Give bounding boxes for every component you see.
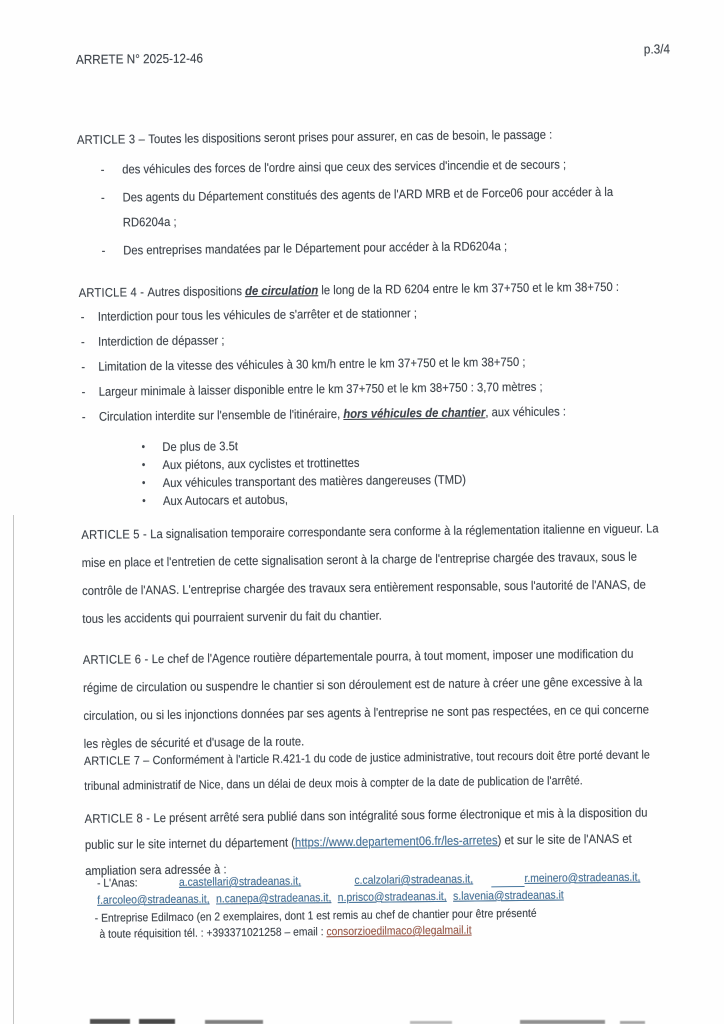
- list-item-text: Limitation de la vitesse des véhicules à 30 km/h entre le km 37+750 et le km 38+750 ;: [98, 354, 526, 374]
- list-item-text: Largeur minimale à laisser disponible entre le km 37+750 et le km 38+750 : 3,70 mètres ;: [98, 379, 543, 399]
- email-link[interactable]: c.calzolari@stradeanas.it,: [354, 873, 474, 887]
- scan-artifact-bottom-mark: [520, 1020, 605, 1024]
- scanned-page-content: [75, 0, 724, 1024]
- last-bullet-pre: Circulation interdite sur l'ensemble de l'itinéraire,: [98, 406, 344, 424]
- list-item-text: Aux Autocars et autobus,: [162, 492, 289, 509]
- article-8-paragraph: [84, 799, 668, 884]
- dash-bullet: -: [81, 384, 86, 399]
- list-item: [81, 377, 675, 400]
- article-8-heading: ARTICLE 8 -: [84, 811, 154, 826]
- list-item: [101, 180, 642, 236]
- edilmaco-line-1: - Entreprise Edilmaco (en 2 exemplaires, dont 1 est remis au chef de chantier pour être présenté: [94, 907, 537, 925]
- scan-artifact-vertical-line: [13, 515, 14, 1024]
- article-3-intro-text: Toutes les dispositions seront prises pour assurer, en cas de besoin, le passage :: [148, 127, 553, 147]
- last-bullet-post: , aux véhicules :: [485, 404, 567, 420]
- dash-bullet: -: [81, 359, 86, 374]
- doc-number: ARRETE N° 2025-12-46: [75, 50, 204, 67]
- article-5-body: La signalisation temporaire correspondante sera conforme à la réglementation italienne en vigueur. La mise en place et l'entretien de cette signalisation seront à la charge de l'entreprise chargée des travaux, sous le contrôle de l'ANAS. L'entreprise chargée des travaux sera entièrement responsable, sous l'autorité de l'ANAS, de tous les accidents qui pourraient survenir du fait du chantier.: [81, 521, 659, 626]
- article-6-body: Le chef de l'Agence routière départementale pourra, à tout moment, imposer une modification du régime de circulation ou suspendre le chantier si son déroulement est de nature à créer une gêne excessive à la circulation, ou si les injonctions données par ses agents à l'entreprise ne sont pas respectées, en ce qui concerne les règles de sécurité et d'usage de la route.: [83, 646, 650, 751]
- article-8-body-post: ) et sur le site de l'ANAS et ampliation sera adressée à :: [85, 831, 632, 878]
- dash-bullet: -: [100, 162, 105, 177]
- dash-bullet: -: [81, 409, 86, 424]
- edilmaco-email-link[interactable]: consorzioedilmaco@legalmail.it: [326, 924, 472, 939]
- page-header: [75, 41, 697, 70]
- round-bullet: •: [142, 495, 146, 508]
- list-item-text: Des entreprises mandatées par le Département pour accéder à la RD6204a ;: [123, 239, 508, 258]
- article-4-sub-list: [141, 432, 682, 510]
- email-link[interactable]: s.lavenia@stradeanas.it: [453, 889, 564, 903]
- article-4-list: [81, 302, 676, 434]
- list-item: [81, 352, 675, 375]
- departement06-link[interactable]: https://www.departement06.fr/les-arretes: [294, 833, 498, 850]
- article-5-heading: ARTICLE 5 -: [81, 527, 151, 542]
- page-number: p.3/4: [643, 41, 670, 57]
- list-item: [82, 402, 676, 425]
- dash-bullet: -: [101, 243, 106, 258]
- article-3-heading: ARTICLE 3 –: [76, 132, 149, 147]
- email-link[interactable]: f.arcoleo@stradeanas.it,: [97, 893, 210, 907]
- scan-artifact-bottom-mark: [139, 1019, 175, 1024]
- article-6-paragraph: [83, 639, 663, 758]
- article-3-list: [101, 152, 642, 267]
- article-6-heading: ARTICLE 6 -: [82, 652, 152, 667]
- email-link[interactable]: a.castellari@stradeanas.it,: [178, 875, 302, 889]
- last-bullet-emphasis: hors véhicules de chantier: [343, 405, 486, 421]
- scan-artifact-bottom-mark: [205, 1020, 263, 1024]
- round-bullet: •: [141, 459, 146, 472]
- list-item-text: [99, 402, 666, 424]
- list-item: [81, 302, 675, 325]
- list-item: [81, 327, 675, 350]
- email-link[interactable]: n.prisco@stradeanas.it,: [337, 890, 447, 905]
- dash-bullet: -: [80, 334, 85, 349]
- article-5-paragraph: [81, 514, 661, 633]
- dash-bullet: -: [100, 190, 105, 205]
- article-8-body-pre: Le présent arrêté sera publié dans son intégralité sous forme électronique et mis à la disposition du public sur le site internet du département (: [84, 805, 648, 852]
- scan-artifact-bottom-mark: [90, 1019, 130, 1024]
- article-7-paragraph: [84, 742, 670, 799]
- list-item-text: De plus de 3.5t: [162, 439, 239, 455]
- article-4-intro-post: le long de la RD 6204 entre le km 37+750 et le km 38+750 :: [318, 279, 620, 298]
- list-item: [101, 233, 641, 264]
- list-item-text: Interdiction de dépasser ;: [98, 333, 225, 349]
- list-item: [101, 152, 641, 183]
- edilmaco-line-2-text: à toute réquisition tél. : +393371021258 – email :: [99, 926, 327, 941]
- round-bullet: •: [141, 477, 146, 490]
- list-item-text: Interdiction pour tous les véhicules de s'arrêter et de stationner ;: [97, 306, 418, 324]
- article-4-intro-emphasis: de circulation: [244, 283, 319, 299]
- article-4-intro: [79, 276, 673, 303]
- article-7-body: Conformément à l'article R.421-1 du code de justice administrative, tout recours doit être porté devant le tribunal administratif de Nice, dans un délai de deux mois à compter de la date de publication de l'arrêté.: [84, 747, 650, 793]
- email-link[interactable]: n.canepa@stradeanas.it,: [215, 892, 332, 906]
- anas-label: - L'Anas:: [96, 877, 138, 890]
- article-3-intro: [77, 123, 656, 150]
- dash-bullet: -: [80, 309, 85, 324]
- list-item-text: Aux véhicules transportant des matières dangereuses (TMD): [162, 472, 467, 491]
- link-underline-gap: [491, 873, 524, 887]
- list-item-text: Des agents du Département constitués des agents de l'ARD MRB et de Force06 pour accéder à la RD6204a ;: [122, 184, 614, 230]
- round-bullet: •: [141, 441, 146, 454]
- email-link[interactable]: r.meinero@stradeanas.it,: [524, 871, 641, 885]
- list-item-text: des véhicules des forces de l'ordre ainsi que ceux des services d'incendie et de secours ;: [122, 157, 567, 177]
- article-7-heading: ARTICLE 7 –: [83, 753, 153, 768]
- article-4-intro-pre: Autres dispositions: [147, 284, 246, 300]
- article-4-heading: ARTICLE 4 -: [78, 285, 148, 300]
- list-item-text: Aux piétons, aux cyclistes et trottinettes: [162, 455, 360, 473]
